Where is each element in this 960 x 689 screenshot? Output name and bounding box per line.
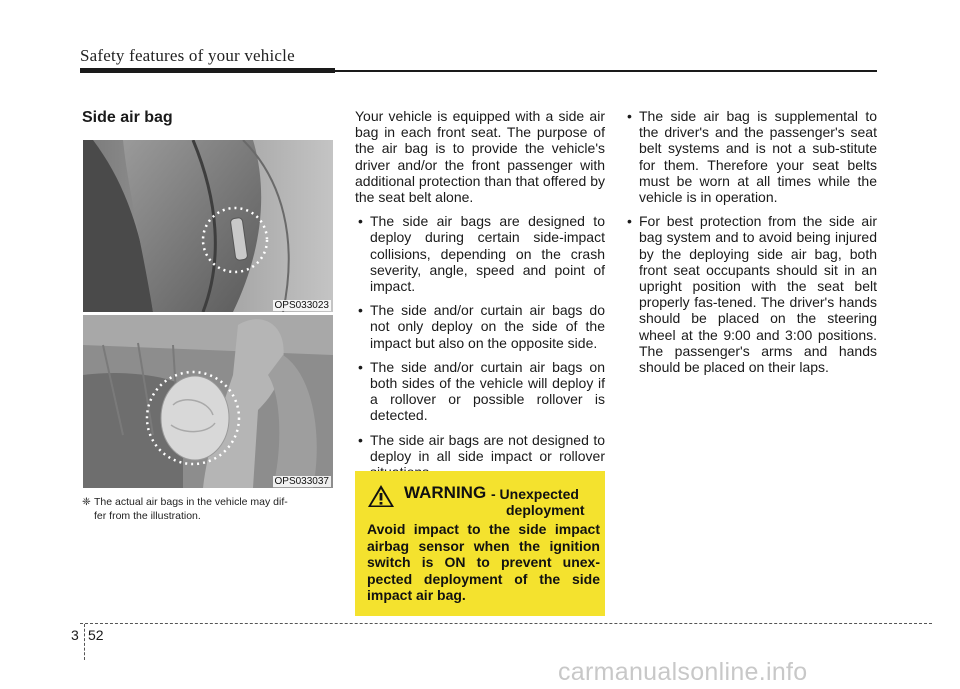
deployed-airbag-illustration: [83, 315, 333, 488]
bullet-dot: •: [358, 213, 363, 230]
footnote: [82, 495, 332, 523]
watermark: carmanualsonline.info: [558, 658, 808, 686]
figure-code: OPS033037: [274, 476, 329, 487]
bullet-dot: •: [627, 213, 632, 230]
bullet-text: The side and/or curtain air bags on both sides of the vehicle will deploy if a rollover or possible rollover is detected.: [370, 358, 605, 424]
bullet-text: The side air bag is supplemental to the driver's and the passenger's seat belt systems and is not a sub-stitute for them. Therefore your seat belts must be worn at all times while the vehicle is in operation.: [639, 108, 877, 206]
bullet-item: [355, 302, 605, 351]
header-rule-thin: [335, 70, 877, 72]
warning-subtitle-2: deployment: [506, 502, 585, 518]
bullet-text: The side air bags are not designed to deploy in all side impact or rollover: [370, 431, 605, 464]
footer-rule: [80, 623, 932, 624]
seat-illustration: [83, 140, 333, 312]
footer-vertical-rule: [84, 624, 85, 660]
header-rule-thick: [80, 68, 335, 73]
figure-airbag-deployed: [83, 315, 333, 488]
section-title: Side air bag: [82, 109, 173, 126]
footnote-line2: fer from the illustration.: [94, 510, 201, 522]
bullet-item: [355, 213, 605, 294]
column-2: [355, 108, 605, 480]
warning-label: WARNING: [404, 483, 487, 502]
column-3: [624, 108, 877, 375]
warning-box: [355, 471, 605, 616]
warning-subtitle: - Unexpected: [491, 486, 579, 502]
figure-seat: [83, 140, 333, 312]
footnote-mark: ❈: [82, 496, 91, 508]
chapter-number: 3: [71, 627, 79, 643]
bullet-dot: •: [627, 108, 632, 124]
bullet-text: The side and/or curtain air bags do not only deploy on the side of the impact but also on the opposite side.: [370, 302, 605, 351]
header-title: Safety features of your vehicle: [80, 46, 295, 65]
intro-paragraph: Your vehicle is equipped with a side air bag in each front seat. The purpose of the air bag is to provide the vehicle's driver and/or the front passenger with additional protection than that offered by the seat belt alone.: [355, 108, 605, 206]
bullet-item: [355, 359, 605, 424]
bullet-text: For best protection from the side air bag system and to avoid being injured by the deploying side air bag, both front seat occupants should sit in an upright position with the seat belt properly fas-tened. The driver's hands should be placed on the steering wheel at the 9:00 and 3:00 positions. The passenger's arms and hands should be placed on their laps.: [639, 213, 877, 376]
bullet-item: [624, 108, 877, 205]
bullet-dot: •: [358, 302, 363, 319]
bullet-item: [624, 213, 877, 375]
bullet-dot: •: [358, 431, 363, 448]
warning-body: Avoid impact to the side impact airbag sensor when the ignition switch is ON to prevent unex-pected deployment of the side impact air bag.: [367, 521, 600, 603]
footnote-line1: The actual air bags in the vehicle may dif-: [94, 496, 288, 508]
bullet-text: The side air bags are designed to deploy during certain side-impact collisions, depending on the crash severity, angle, speed and point of impact.: [370, 213, 605, 295]
page-number: 52: [88, 627, 104, 643]
figure-code: OPS033023: [274, 300, 329, 311]
bullet-dot: •: [358, 358, 363, 375]
warning-header: [367, 483, 597, 519]
warning-triangle-icon: [367, 484, 395, 508]
